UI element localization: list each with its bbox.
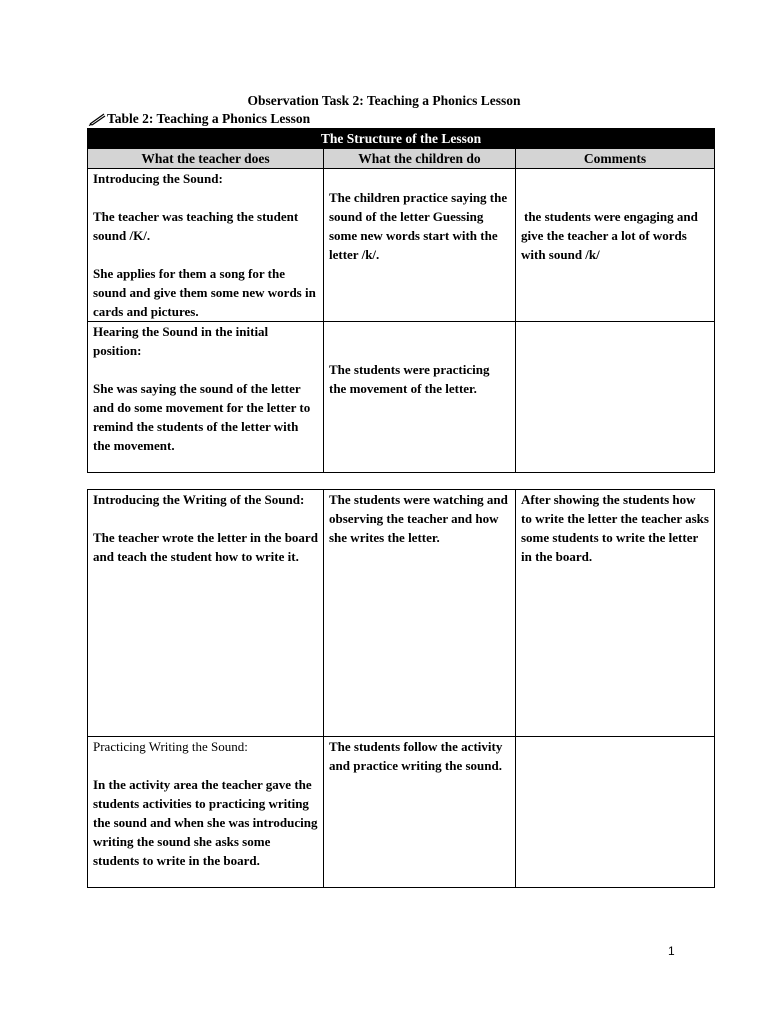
document-title: Observation Task 2: Teaching a Phonics Lesson <box>247 93 521 108</box>
lesson-structure-table-continued <box>87 489 715 888</box>
children-text: The students follow the activity and practice writing the sound. <box>329 739 503 773</box>
children-cell <box>324 322 516 473</box>
table-row <box>88 322 715 473</box>
teacher-text: In the activity area the teacher gave the students activities to practicing writing the sound and when she was introducing writing the sound she asks some students to write in the board. <box>93 777 318 868</box>
column-header-teacher: What the teacher does <box>88 149 324 169</box>
table-banner: The Structure of the Lesson <box>88 129 715 149</box>
stage-heading: Introducing the Sound: <box>93 171 223 186</box>
teacher-text: The teacher wrote the letter in the board and teach the student how to write it. <box>93 530 318 564</box>
comments-cell <box>516 490 715 737</box>
teacher-cell <box>88 322 324 473</box>
children-cell <box>324 169 516 322</box>
table-row <box>88 490 715 737</box>
children-text: The children practice saying the sound of the letter Guessing some new words start with the letter /k/. <box>329 190 508 262</box>
comments-text: After showing the students how to write the letter the teacher asks some students to write the letter in the board. <box>521 492 709 564</box>
pencil-icon <box>88 112 106 126</box>
table-caption-text: Table 2: Teaching a Phonics Lesson <box>107 111 311 126</box>
column-header-comments: Comments <box>516 149 715 169</box>
children-cell <box>324 737 516 888</box>
teacher-text: She was saying the sound of the letter and do some movement for the letter to remind the students of the letter with the movement. <box>93 381 311 453</box>
table-row <box>88 169 715 322</box>
children-cell <box>324 490 516 737</box>
teacher-cell <box>88 169 324 322</box>
comments-text: the students were engaging and give the teacher a lot of words with sound /k/ <box>521 209 698 262</box>
teacher-text: The teacher was teaching the student sound /K/. <box>93 209 299 243</box>
teacher-text: She applies for them a song for the sound and give them some new words in cards and pictures. <box>93 266 316 319</box>
teacher-cell <box>88 490 324 737</box>
column-header-children: What the children do <box>324 149 516 169</box>
stage-heading: Introducing the Writing of the Sound: <box>93 492 305 507</box>
stage-heading: Practicing Writing the Sound: <box>93 739 248 754</box>
table-row <box>88 737 715 888</box>
table-caption <box>88 111 310 127</box>
teacher-cell <box>88 737 324 888</box>
children-text: The students were watching and observing the teacher and how she writes the letter. <box>329 492 508 545</box>
comments-cell <box>516 737 715 888</box>
lesson-structure-table <box>87 128 715 473</box>
comments-cell <box>516 169 715 322</box>
children-text: The students were practicing the movement of the letter. <box>329 362 490 396</box>
stage-heading: Hearing the Sound in the initial position: <box>93 324 269 358</box>
comments-cell <box>516 322 715 473</box>
page-number: 1 <box>668 944 675 958</box>
